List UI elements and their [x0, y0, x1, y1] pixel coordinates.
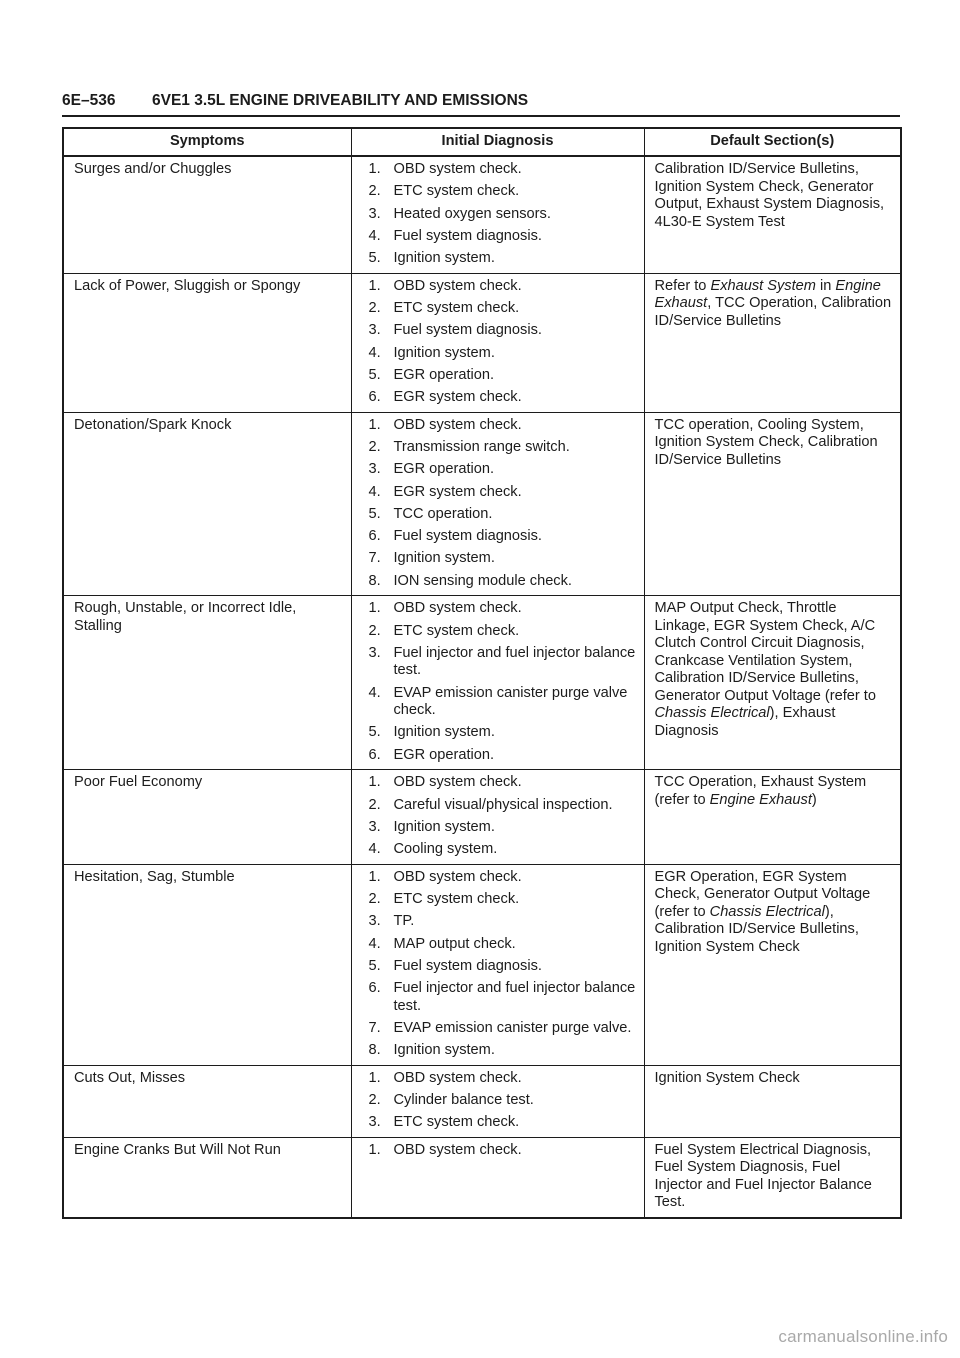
- table-row: [63, 412, 901, 596]
- step-text: Fuel system diagnosis.: [393, 528, 542, 545]
- step-text: OBD system check.: [393, 277, 522, 294]
- default-section-cell: [644, 412, 901, 596]
- step-text: ETC system check.: [393, 622, 520, 639]
- default-section-text: Fuel System Electrical Diagnosis, Fuel System Diagnosis, Fuel Injector and Fuel Injector Balance Test.: [654, 1141, 872, 1211]
- diagnosis-step-list: [362, 774, 636, 858]
- diagnosis-step-list: [362, 1142, 636, 1160]
- diagnosis-step: [362, 206, 636, 224]
- reference-title: Chassis Electrical: [654, 705, 770, 722]
- step-text: ETC system check.: [393, 890, 520, 907]
- initial-diagnosis-cell: [351, 273, 644, 412]
- default-section-text: ), Exhaust Diagnosis: [654, 705, 836, 739]
- diagnosis-step: [362, 228, 636, 246]
- step-text: EVAP emission canister purge valve check.: [393, 684, 628, 719]
- table-row: [63, 1137, 901, 1218]
- diagnosis-step: [362, 183, 636, 201]
- step-text: OBD system check.: [393, 774, 522, 791]
- step-text: EVAP emission canister purge valve.: [393, 1019, 632, 1036]
- column-header-initial-diagnosis: Initial Diagnosis: [351, 128, 644, 156]
- step-text: Careful visual/physical inspection.: [393, 796, 613, 813]
- diagnosis-step: [362, 774, 636, 792]
- step-number: 6.: [368, 528, 381, 545]
- step-text: Heated oxygen sensors.: [393, 205, 551, 222]
- step-number: 5.: [368, 250, 381, 267]
- step-number: 5.: [368, 957, 381, 974]
- header-rule: [62, 115, 900, 117]
- default-section-cell: [644, 1065, 901, 1137]
- step-text: Ignition system.: [393, 1042, 495, 1059]
- step-text: Ignition system.: [393, 818, 495, 835]
- default-section-text: Ignition System Check: [654, 1069, 800, 1086]
- step-number: 3.: [368, 913, 381, 930]
- diagnosis-step: [362, 300, 636, 318]
- step-text: OBD system check.: [393, 1141, 522, 1158]
- step-number: 3.: [368, 1114, 381, 1131]
- step-text: Fuel system diagnosis.: [393, 227, 542, 244]
- table-row: [63, 596, 901, 770]
- step-number: 3.: [368, 322, 381, 339]
- step-number: 4.: [368, 483, 381, 500]
- step-number: 4.: [368, 684, 381, 701]
- default-section-text: EGR Operation, EGR System Check, Generator Output Voltage (refer to: [654, 868, 871, 920]
- diagnosis-step: [362, 250, 636, 268]
- step-text: ETC system check.: [393, 299, 520, 316]
- diagnosis-step: [362, 913, 636, 931]
- step-text: OBD system check.: [393, 161, 522, 177]
- table-body: [63, 156, 901, 1218]
- default-section-text: ), Calibration ID/Service Bulletins, Ignition System Check: [654, 903, 859, 955]
- step-number: 6.: [368, 980, 381, 997]
- column-header-symptoms: Symptoms: [63, 128, 351, 156]
- diagnosis-step: [362, 1020, 636, 1038]
- step-number: 1.: [368, 277, 381, 294]
- table-row: [63, 156, 901, 273]
- step-number: 3.: [368, 205, 381, 222]
- diagnosis-step: [362, 685, 636, 720]
- step-text: EGR system check.: [393, 483, 522, 500]
- table-row: [63, 770, 901, 864]
- diagnosis-step: [362, 841, 636, 859]
- default-section-cell: [644, 864, 901, 1065]
- initial-diagnosis-cell: [351, 1065, 644, 1137]
- step-number: 5.: [368, 505, 381, 522]
- initial-diagnosis-cell: [351, 1137, 644, 1218]
- step-number: 1.: [368, 774, 381, 791]
- diagnosis-step: [362, 550, 636, 568]
- default-section-text: ): [811, 791, 817, 808]
- step-text: Ignition system.: [393, 550, 495, 567]
- diagnosis-step: [362, 623, 636, 641]
- diagnosis-step: [362, 747, 636, 765]
- diagnosis-step: [362, 819, 636, 837]
- step-number: 8.: [368, 572, 381, 589]
- reference-title: Chassis Electrical: [709, 903, 825, 920]
- step-number: 7.: [368, 550, 381, 567]
- step-number: 1.: [368, 416, 381, 433]
- step-number: 4.: [368, 841, 381, 858]
- diagnosis-step: [362, 724, 636, 742]
- initial-diagnosis-cell: [351, 596, 644, 770]
- step-text: EGR operation.: [393, 461, 495, 478]
- symptom-cell: Engine Cranks But Will Not Run: [63, 1137, 351, 1218]
- diagnosis-step-list: [362, 161, 636, 268]
- step-text: OBD system check.: [393, 868, 522, 885]
- diagnosis-step: [362, 439, 636, 457]
- diagnosis-step: [362, 322, 636, 340]
- table-row: [63, 1065, 901, 1137]
- step-text: Fuel injector and fuel injector balance test.: [393, 644, 636, 679]
- step-number: 1.: [368, 161, 381, 177]
- step-text: Ignition system.: [393, 724, 495, 741]
- default-section-text: in: [815, 277, 836, 294]
- step-text: Fuel injector and fuel injector balance test.: [393, 980, 636, 1014]
- diagnosis-step: [362, 367, 636, 385]
- table-row: [63, 864, 901, 1065]
- diagnosis-step: [362, 1070, 636, 1088]
- section-title: 6VE1 3.5L ENGINE DRIVEABILITY AND EMISSIONS: [152, 92, 529, 109]
- diagnosis-step: [362, 506, 636, 524]
- step-text: TCC operation.: [393, 505, 493, 522]
- step-number: 6.: [368, 389, 381, 406]
- step-number: 4.: [368, 935, 381, 952]
- step-number: 6.: [368, 746, 381, 763]
- diagnosis-step-list: [362, 417, 636, 591]
- step-number: 4.: [368, 227, 381, 244]
- diagnosis-step: [362, 958, 636, 976]
- diagnosis-step: [362, 461, 636, 479]
- step-text: Ignition system.: [393, 344, 495, 361]
- diagnosis-step: [362, 980, 636, 1015]
- symptom-cell: Detonation/Spark Knock: [63, 412, 351, 596]
- initial-diagnosis-cell: [351, 864, 644, 1065]
- symptom-cell: Lack of Power, Sluggish or Spongy: [63, 273, 351, 412]
- diagnosis-step-list: [362, 278, 636, 407]
- diagnosis-step: [362, 528, 636, 546]
- initial-diagnosis-cell: [351, 412, 644, 596]
- diagnosis-step: [362, 417, 636, 435]
- step-number: 2.: [368, 796, 381, 813]
- step-text: Fuel system diagnosis.: [393, 322, 542, 339]
- step-number: 8.: [368, 1042, 381, 1059]
- diagnosis-step: [362, 1042, 636, 1060]
- step-number: 1.: [368, 1069, 381, 1086]
- diagnosis-step-list: [362, 1070, 636, 1132]
- step-number: 1.: [368, 600, 381, 617]
- symptom-cell: Cuts Out, Misses: [63, 1065, 351, 1137]
- diagnosis-step: [362, 573, 636, 591]
- step-text: Transmission range switch.: [393, 438, 570, 455]
- diagnosis-step: [362, 1114, 636, 1132]
- default-section-text: Calibration ID/Service Bulletins, Ignition System Check, Generator Output, Exhaust System Diagnosis, 4L30-E System Test: [654, 161, 885, 230]
- step-number: 2.: [368, 1092, 381, 1108]
- diagnosis-step: [362, 161, 636, 179]
- step-number: 3.: [368, 461, 381, 478]
- step-number: 2.: [368, 299, 381, 316]
- step-number: 2.: [368, 622, 381, 639]
- default-section-text: TCC operation, Cooling System, Ignition System Check, Calibration ID/Service Bulletins: [654, 416, 878, 468]
- watermark: carmanualsonline.info: [778, 1327, 948, 1346]
- reference-title: Exhaust System: [710, 277, 816, 294]
- diagnosis-step: [362, 484, 636, 502]
- step-number: 3.: [368, 818, 381, 835]
- step-text: ETC system check.: [393, 183, 520, 200]
- step-text: Ignition system.: [393, 250, 495, 267]
- step-text: Cooling system.: [393, 841, 498, 858]
- symptom-cell: Poor Fuel Economy: [63, 770, 351, 864]
- default-section-cell: [644, 770, 901, 864]
- initial-diagnosis-cell: [351, 770, 644, 864]
- step-text: EGR operation.: [393, 746, 495, 763]
- diagnosis-step: [362, 345, 636, 363]
- default-section-text: , TCC Operation, Calibration ID/Service Bulletins: [654, 295, 892, 329]
- diagnosis-step: [362, 278, 636, 296]
- step-text: MAP output check.: [393, 935, 516, 952]
- step-number: 2.: [368, 438, 381, 455]
- step-text: EGR operation.: [393, 366, 495, 383]
- symptom-cell: Hesitation, Sag, Stumble: [63, 864, 351, 1065]
- diagnosis-step-list: [362, 600, 636, 764]
- step-number: 4.: [368, 344, 381, 361]
- step-text: OBD system check.: [393, 416, 522, 433]
- step-text: OBD system check.: [393, 600, 522, 617]
- step-text: ETC system check.: [393, 1114, 520, 1131]
- diagnosis-step: [362, 891, 636, 909]
- step-text: EGR system check.: [393, 389, 522, 406]
- diagnosis-step: [362, 389, 636, 407]
- step-number: 2.: [368, 183, 381, 200]
- step-number: 2.: [368, 890, 381, 907]
- reference-title: Engine Exhaust: [654, 277, 881, 312]
- step-number: 3.: [368, 644, 381, 661]
- initial-diagnosis-cell: [351, 156, 644, 273]
- step-text: TP.: [393, 913, 415, 930]
- step-number: 7.: [368, 1019, 381, 1036]
- diagnosis-step: [362, 869, 636, 887]
- reference-title: Engine Exhaust: [709, 791, 812, 808]
- diagnosis-step: [362, 797, 636, 815]
- default-section-cell: [644, 273, 901, 412]
- default-section-cell: [644, 1137, 901, 1218]
- symptom-cell: Surges and/or Chuggles: [74, 161, 232, 177]
- symptom-cell: Rough, Unstable, or Incorrect Idle, Stalling: [63, 596, 351, 770]
- diagnosis-step: [362, 645, 636, 680]
- diagnosis-step: [362, 1092, 636, 1110]
- diagnosis-step: [362, 600, 636, 618]
- symptom-diagnosis-table: [62, 127, 902, 1219]
- step-text: ION sensing module check.: [393, 572, 572, 589]
- page-number: 6E–536: [62, 92, 116, 109]
- step-text: Fuel system diagnosis.: [393, 957, 542, 974]
- table-row: [63, 273, 901, 412]
- column-header-default-sections: Default Section(s): [644, 128, 901, 156]
- default-section-cell: [644, 156, 901, 273]
- step-text: OBD system check.: [393, 1069, 522, 1086]
- default-section-cell: [644, 596, 901, 770]
- default-section-text: TCC Operation, Exhaust System (refer to: [654, 774, 867, 808]
- diagnosis-step-list: [362, 869, 636, 1060]
- step-number: 5.: [368, 366, 381, 383]
- step-number: 1.: [368, 1141, 381, 1158]
- table-header-row: [63, 128, 901, 156]
- step-number: 5.: [368, 724, 381, 741]
- step-text: Cylinder balance test.: [393, 1092, 534, 1108]
- default-section-text: MAP Output Check, Throttle Linkage, EGR System Check, A/C Clutch Control Circuit Diagnosis, Crankcase Ventilation System, Calibration ID/Service Bulletins, Generator Output Voltage (refer to: [654, 600, 876, 704]
- default-section-text: Refer to: [654, 277, 711, 294]
- diagnosis-step: [362, 936, 636, 954]
- step-number: 1.: [368, 868, 381, 885]
- diagnosis-step: [362, 1142, 636, 1160]
